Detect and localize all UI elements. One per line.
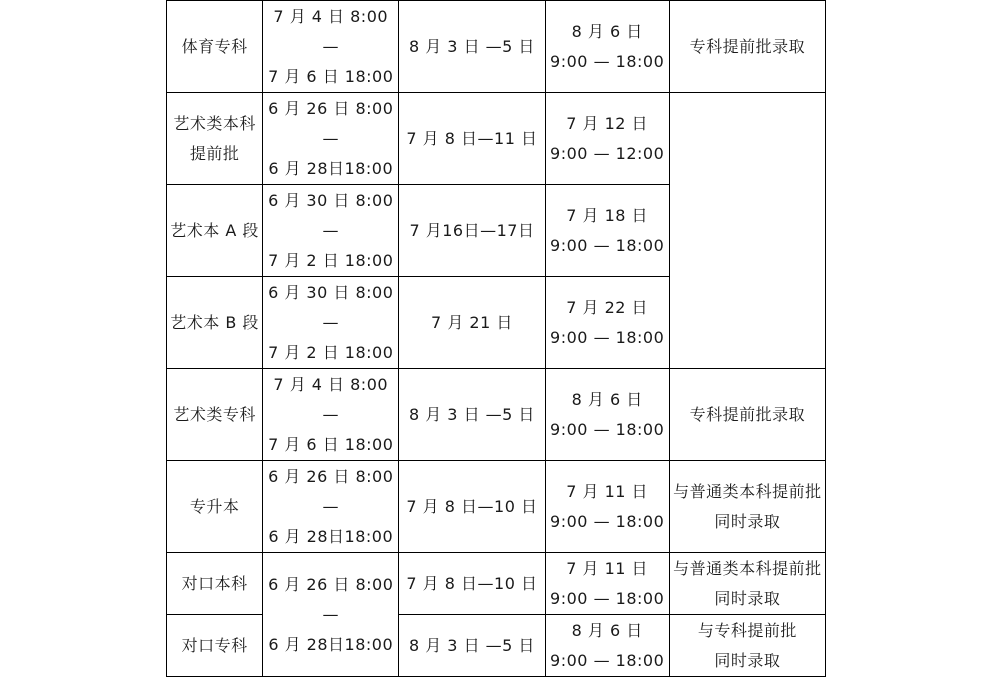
category-cell: 艺术类专科 — [167, 369, 263, 461]
category-cell: 艺术本 B 段 — [167, 277, 263, 369]
note-cell-empty — [669, 93, 825, 369]
confirm-time-cell: 7 月 12 日 9:00 — 12:00 — [545, 93, 669, 185]
category-cell: 体育专科 — [167, 1, 263, 93]
confirm-time-cell: 8 月 6 日 9:00 — 18:00 — [545, 615, 669, 677]
confirm-time-cell: 8 月 6 日 9:00 — 18:00 — [545, 1, 669, 93]
report-time-cell: 6 月 26 日 8:00 — 6 月 28日18:00 — [263, 93, 399, 185]
fill-date-cell: 7 月 8 日—10 日 — [399, 553, 545, 615]
note-cell: 专科提前批录取 — [669, 369, 825, 461]
category-cell: 艺术本 A 段 — [167, 185, 263, 277]
admission-schedule-table — [166, 0, 826, 677]
confirm-time-cell: 7 月 11 日 9:00 — 18:00 — [545, 553, 669, 615]
table-row — [167, 1, 826, 93]
fill-date-cell: 7 月 8 日—10 日 — [399, 461, 545, 553]
confirm-time-cell: 7 月 18 日 9:00 — 18:00 — [545, 185, 669, 277]
report-time-cell: 6 月 26 日 8:00 — 6 月 28日18:00 — [263, 461, 399, 553]
fill-date-cell: 7 月 8 日—11 日 — [399, 93, 545, 185]
table-row — [167, 553, 826, 615]
report-time-cell: 6 月 26 日 8:00 — 6 月 28日18:00 — [263, 553, 399, 677]
table-row — [167, 369, 826, 461]
confirm-time-cell: 7 月 11 日 9:00 — 18:00 — [545, 461, 669, 553]
confirm-time-cell: 8 月 6 日 9:00 — 18:00 — [545, 369, 669, 461]
report-time-cell: 7 月 4 日 8:00 — 7 月 6 日 18:00 — [263, 1, 399, 93]
note-cell: 与普通类本科提前批 同时录取 — [669, 461, 825, 553]
table-row — [167, 93, 826, 185]
confirm-time-cell: 7 月 22 日 9:00 — 18:00 — [545, 277, 669, 369]
category-cell: 对口专科 — [167, 615, 263, 677]
fill-date-cell: 7 月16日—17日 — [399, 185, 545, 277]
report-time-cell: 7 月 4 日 8:00 — 7 月 6 日 18:00 — [263, 369, 399, 461]
note-cell: 与普通类本科提前批 同时录取 — [669, 553, 825, 615]
table-row — [167, 461, 826, 553]
fill-date-cell: 7 月 21 日 — [399, 277, 545, 369]
fill-date-cell: 8 月 3 日 —5 日 — [399, 615, 545, 677]
report-time-cell: 6 月 30 日 8:00 — 7 月 2 日 18:00 — [263, 277, 399, 369]
note-cell: 与专科提前批 同时录取 — [669, 615, 825, 677]
fill-date-cell: 8 月 3 日 —5 日 — [399, 1, 545, 93]
category-cell: 对口本科 — [167, 553, 263, 615]
note-cell: 专科提前批录取 — [669, 1, 825, 93]
report-time-cell: 6 月 30 日 8:00 — 7 月 2 日 18:00 — [263, 185, 399, 277]
fill-date-cell: 8 月 3 日 —5 日 — [399, 369, 545, 461]
category-cell: 艺术类本科 提前批 — [167, 93, 263, 185]
category-cell: 专升本 — [167, 461, 263, 553]
